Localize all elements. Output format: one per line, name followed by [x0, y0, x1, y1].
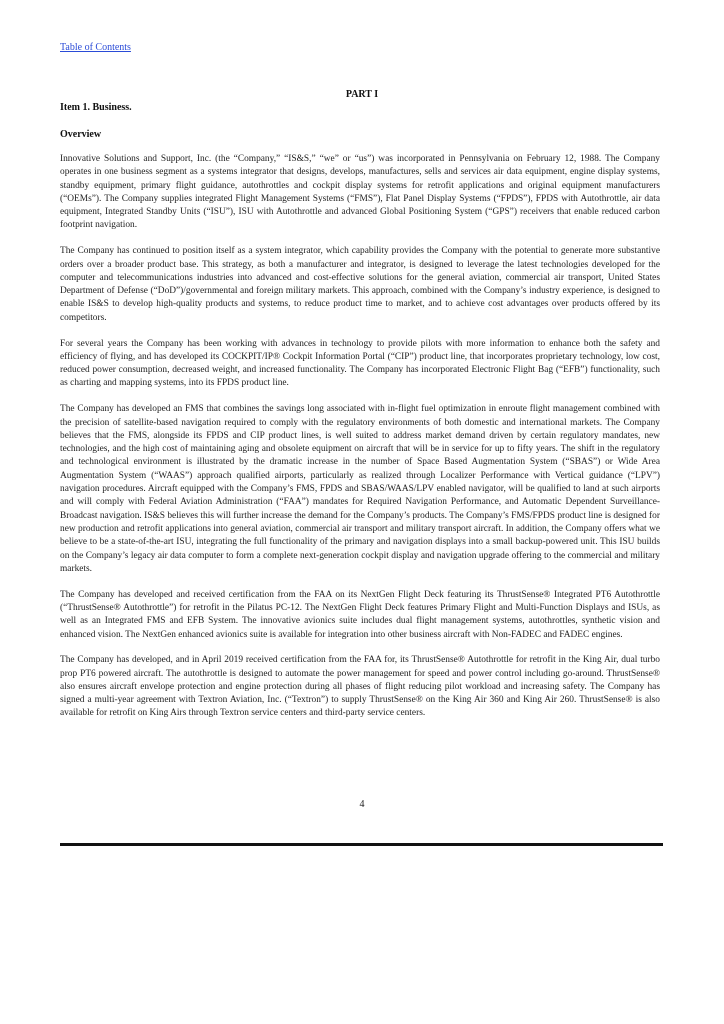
paragraph-thrustsense: The Company has developed, and in April 2019 received certification from the FAA for, its ThrustSense® Autothrottle for retrofit in the King Air, dual turbo prop PT6 powered aircraft. The autothrottle is designed to automate the power management for speed and power control including go-around. ThrustSense® also ensures aircraft envelope protection and engine protection during all phases of flight reducing pilot workload and increasing safety. The Company has signed a multi-year agreement with Textron Aviation, Inc. (“Textron”) to supply ThrustSense® on the King Air 360 and King Air 260. ThrustSense® is also available for retrofit on King Airs through Textron service centers and third-party service centers.: [60, 655, 660, 719]
paragraph-nextgen-flight-deck: The Company has developed and received certification from the FAA on its NextGen Flight Deck featuring its ThrustSense® Integrated PT6 Autothrottle (“ThrustSense® Autothrottle”) for retrofit in the Pilatus PC-12. The NextGen Flight Deck features Primary Flight and Multi-Function Displays and ISUs, as well as an Integrated FMS and EFB System. The innovative avionics suite includes dual flight management systems, autothrottles, synthetic vision and enhanced vision. The NextGen enhanced avionics suite is available for integration into other business aircraft with Non-FADEC and FADEC engines.: [60, 589, 660, 640]
paragraph-incorporation: Innovative Solutions and Support, Inc. (the “Company,” “IS&S,” “we” or “us”) was incorporated in Pennsylvania on February 12, 1988. The Company operates in one business segment as a systems integrator that designs, develops, manufactures, sells and services air data equipment, engine display systems, standby equipment, primary flight guidance, autothrottles and cockpit display systems for retrofit applications and original equipment manufacturers (“OEMs”). The Company supplies integrated Flight Management Systems (“FMS”), Flat Panel Display Systems (“FPDS”), FPDS with Autothrottle, air data equipment, Integrated Standby Units (“ISU”), ISU with Autothrottle and advanced Global Positioning System (“GPS”) receivers that enable reduced carbon footprint navigation.: [60, 154, 660, 231]
paragraph-fms: The Company has developed an FMS that combines the savings long associated with in-flight fuel optimization in enroute flight management combined with the precision of satellite-based navigation required to comply with the regulatory environments of both domestic and international markets. The Company believes that the FMS, alongside its FPDS and CIP product lines, is well suited to address market demand driven by certain regulatory mandates, new technologies, and the high cost of maintaining aging and obsolete equipment on aircraft that will be in service for up to fifty years. The shift in the regulatory and technological environment is illustrated by the dramatic increase in the number of Space Based Augmentation System (“SBAS”) or Wide Area Augmentation System (“WAAS”) approach qualified airports, particularly as realized through Localizer Performance with Vertical guidance (“LPV”) navigation procedures. Aircraft equipped with the Company’s FMS, FPDS and SBAS/WAAS/LPV enabled navigator, will be qualified to land at such airports and will comply with Federal Aviation Administration (“FAA”) mandates for Required Navigation Performance, and Automatic Dependent Surveillance-Broadcast navigation. IS&S believes this will further increase the demand for the Company’s products. The Company’s FMS/FPDS product line is designed for new production and retrofit applications into general aviation, commercial air transport and military transport aircraft. In addition, the Company offers what we believe to be a state-of-the-art ISU, integrating the full functionality of the primary and navigation displays into a small backup-powered unit. This ISU builds on the Company’s legacy air data computer to form a complete next-generation cockpit display and navigation upgrade offering to the commercial and military markets.: [60, 404, 660, 574]
page-divider: [60, 843, 663, 846]
page-number: 4: [359, 799, 365, 810]
item-heading: Item 1. Business.: [60, 102, 132, 113]
part-heading: PART I: [345, 89, 379, 100]
paragraph-cockpit-portal: For several years the Company has been working with advances in technology to provide pilots with more information to enhance both the safety and efficiency of flying, and has developed its COCKPIT/IP® Cockpit Information Portal (“CIP”) product line, that incorporates proprietary technology, low cost, reduced power consumption, decreased weight, and increased functionality. The Company has incorporated Electronic Flight Bag (“EFB”) functionality, such as charting and mapping systems, into its FPDS product line.: [60, 338, 660, 389]
paragraph-system-integrator: The Company has continued to position itself as a system integrator, which capability provides the Company with the potential to generate more substantive orders over a broader product base. This strategy, as both a manufacturer and integrator, is designed to leverage the latest technologies developed for the computer and telecommunications industries into advanced and cost-effective solutions for the general aviation, commercial air transport, United States Department of Defense (“DoD”)/governmental and foreign military markets. This approach, combined with the Company’s industry experience, is designed to enable IS&S to develop high-quality products and systems, to reduce product time to market, and to achieve cost advantages over products offered by its competitors.: [60, 246, 660, 323]
table-of-contents-link[interactable]: Table of Contents: [60, 42, 131, 53]
overview-heading: Overview: [60, 129, 102, 140]
body-text: [60, 153, 660, 733]
